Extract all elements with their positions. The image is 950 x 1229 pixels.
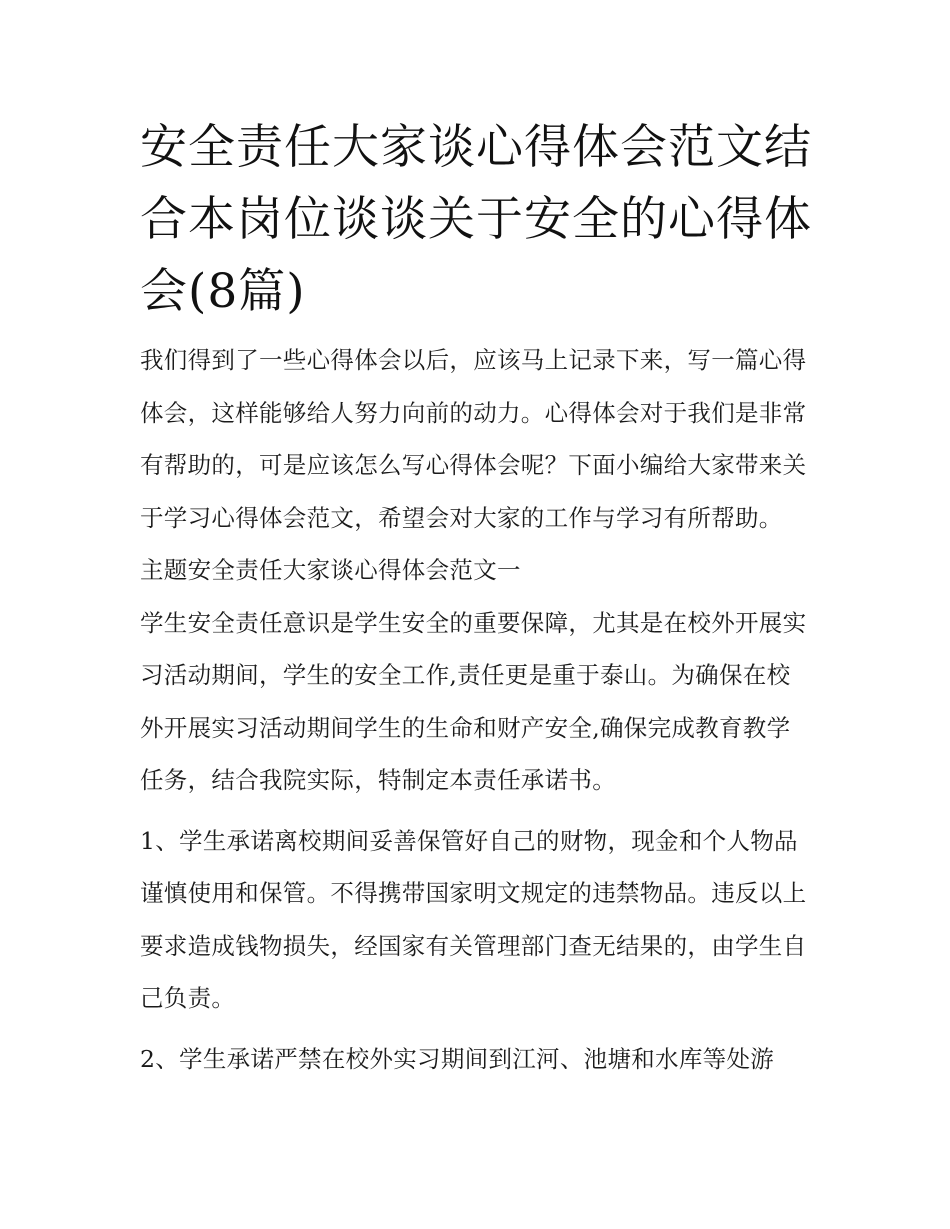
intro-paragraph: 我们得到了一些心得体会以后，应该马上记录下来，写一篇心得体会，这样能够给人努力向前的动力。心得体会对于我们是非常有帮助的，可是应该怎么写心得体会呢？下面小编给大家带来关于学习心得体会范文，希望会对大家的工作与学习有所帮助。 <box>140 346 807 532</box>
numbered-item-1: 1、学生承诺离校期间妥善保管好自己的财物，现金和个人物品谨慎使用和保管。不得携带国家明文规定的违禁物品。违反以上要求造成钱物损失，经国家有关管理部门查无结果的，由学生自己负责。 <box>140 826 807 1012</box>
numbered-item-2: 2、学生承诺严禁在校外实习期间到江河、池塘和水库等处游 <box>140 1044 775 1073</box>
body-paragraph: 学生安全责任意识是学生安全的重要保障，尤其是在校外开展实习活动期间，学生的安全工作,责任更是重于泰山。为确保在校外开展实习活动期间学生的生命和财产安全,确保完成教育教学任务，结合我院实际，特制定本责任承诺书。 <box>140 608 807 794</box>
document-title: 安全责任大家谈心得体会范文结合本岗位谈谈关于安全的心得体会(8篇) <box>140 120 812 319</box>
section-heading: 主题安全责任大家谈心得体会范文一 <box>140 556 521 584</box>
document-page <box>140 112 812 1085</box>
